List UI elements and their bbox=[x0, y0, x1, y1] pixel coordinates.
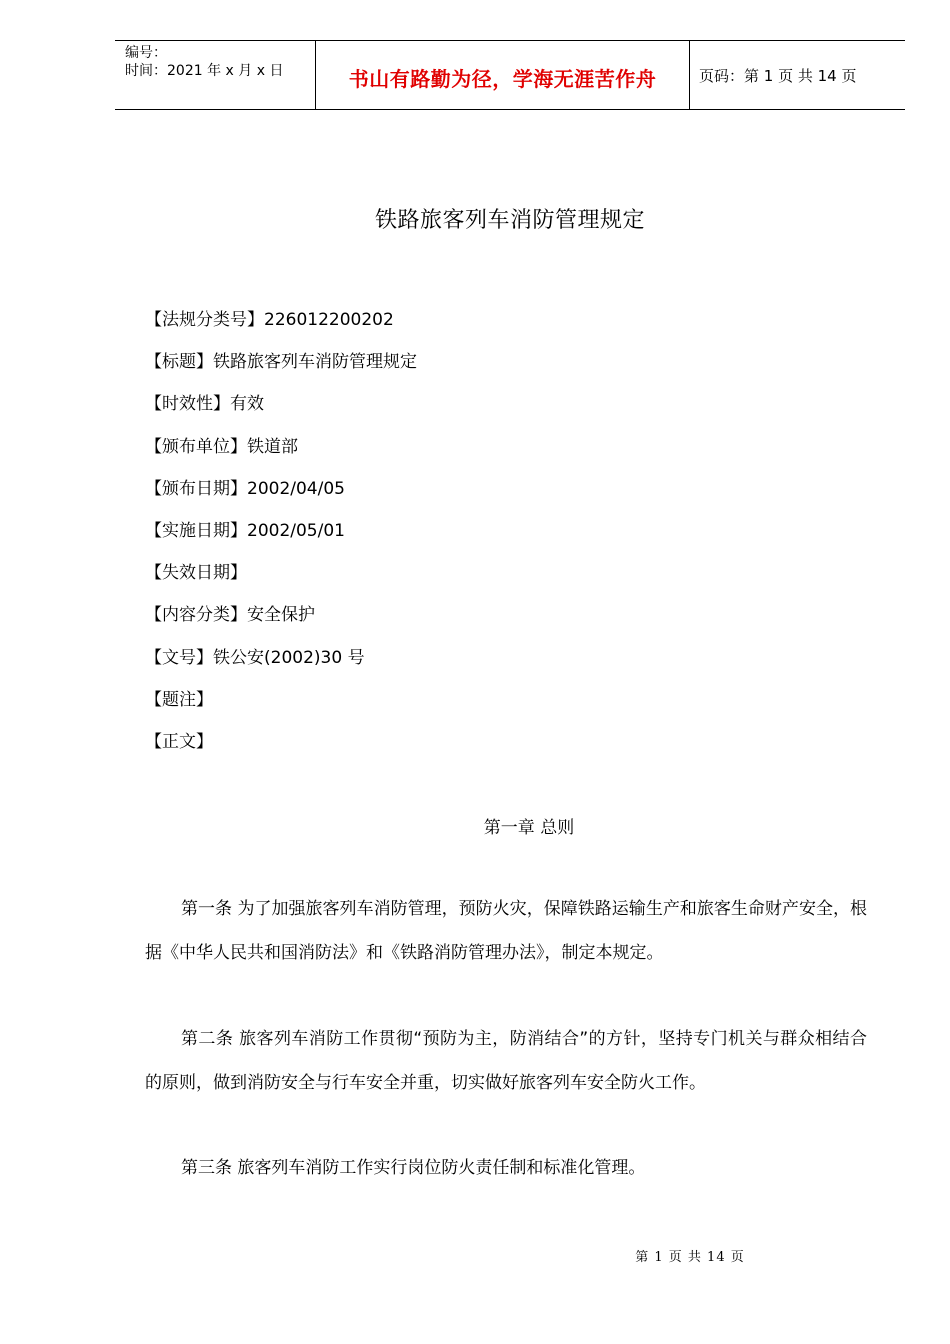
meta-effective-date: 【实施日期】2002/05/01 bbox=[145, 520, 345, 541]
metadata-list bbox=[145, 306, 417, 770]
meta-issue-date: 【颁布日期】2002/04/05 bbox=[145, 478, 345, 499]
header-page-cell bbox=[690, 41, 905, 109]
article-1: 第一条 为了加强旅客列车消防管理，预防火灾，保障铁路运输生产和旅客生命财产安全，根据《中华人民共和国消防法》和《铁路消防管理办法》，制定本规定。 bbox=[145, 899, 867, 963]
meta-document-number: 【文号】铁公安(2002)30 号 bbox=[145, 647, 365, 668]
motto-text: 书山有路勤为径，学海无涯苦作舟 bbox=[348, 67, 657, 91]
meta-note: 【题注】 bbox=[145, 689, 213, 710]
header-table bbox=[115, 40, 905, 110]
header-info-cell bbox=[115, 41, 316, 109]
meta-content-category: 【内容分类】安全保护 bbox=[145, 605, 315, 626]
meta-title: 【标题】铁路旅客列车消防管理规定 bbox=[145, 352, 417, 373]
meta-issuer: 【颁布单位】铁道部 bbox=[145, 436, 298, 457]
document-time-label: 时间：2021 年 x 月 x 日 bbox=[125, 63, 284, 79]
header-motto-cell bbox=[316, 41, 690, 109]
meta-expiry-date: 【失效日期】 bbox=[145, 563, 247, 584]
document-title: 铁路旅客列车消防管理规定 bbox=[374, 208, 645, 233]
meta-classification-number: 【法规分类号】226012200202 bbox=[145, 310, 394, 330]
meta-validity: 【时效性】有效 bbox=[145, 394, 264, 415]
chapter-heading: 第一章 总则 bbox=[483, 818, 575, 838]
page-footer: 第 1 页 共 14 页 bbox=[635, 1250, 745, 1265]
document-number-label: 编号： bbox=[125, 45, 167, 61]
page-info: 页码：第 1 页 共 14 页 bbox=[699, 67, 857, 85]
article-2: 第二条 旅客列车消防工作贯彻“预防为主，防消结合”的方针，坚持专门机关与群众相结合的原则，做到消防安全与行车安全并重，切实做好旅客列车安全防火工作。 bbox=[145, 1029, 867, 1093]
meta-body-label: 【正文】 bbox=[145, 731, 213, 752]
article-3: 第三条 旅客列车消防工作实行岗位防火责任制和标准化管理。 bbox=[181, 1158, 646, 1178]
